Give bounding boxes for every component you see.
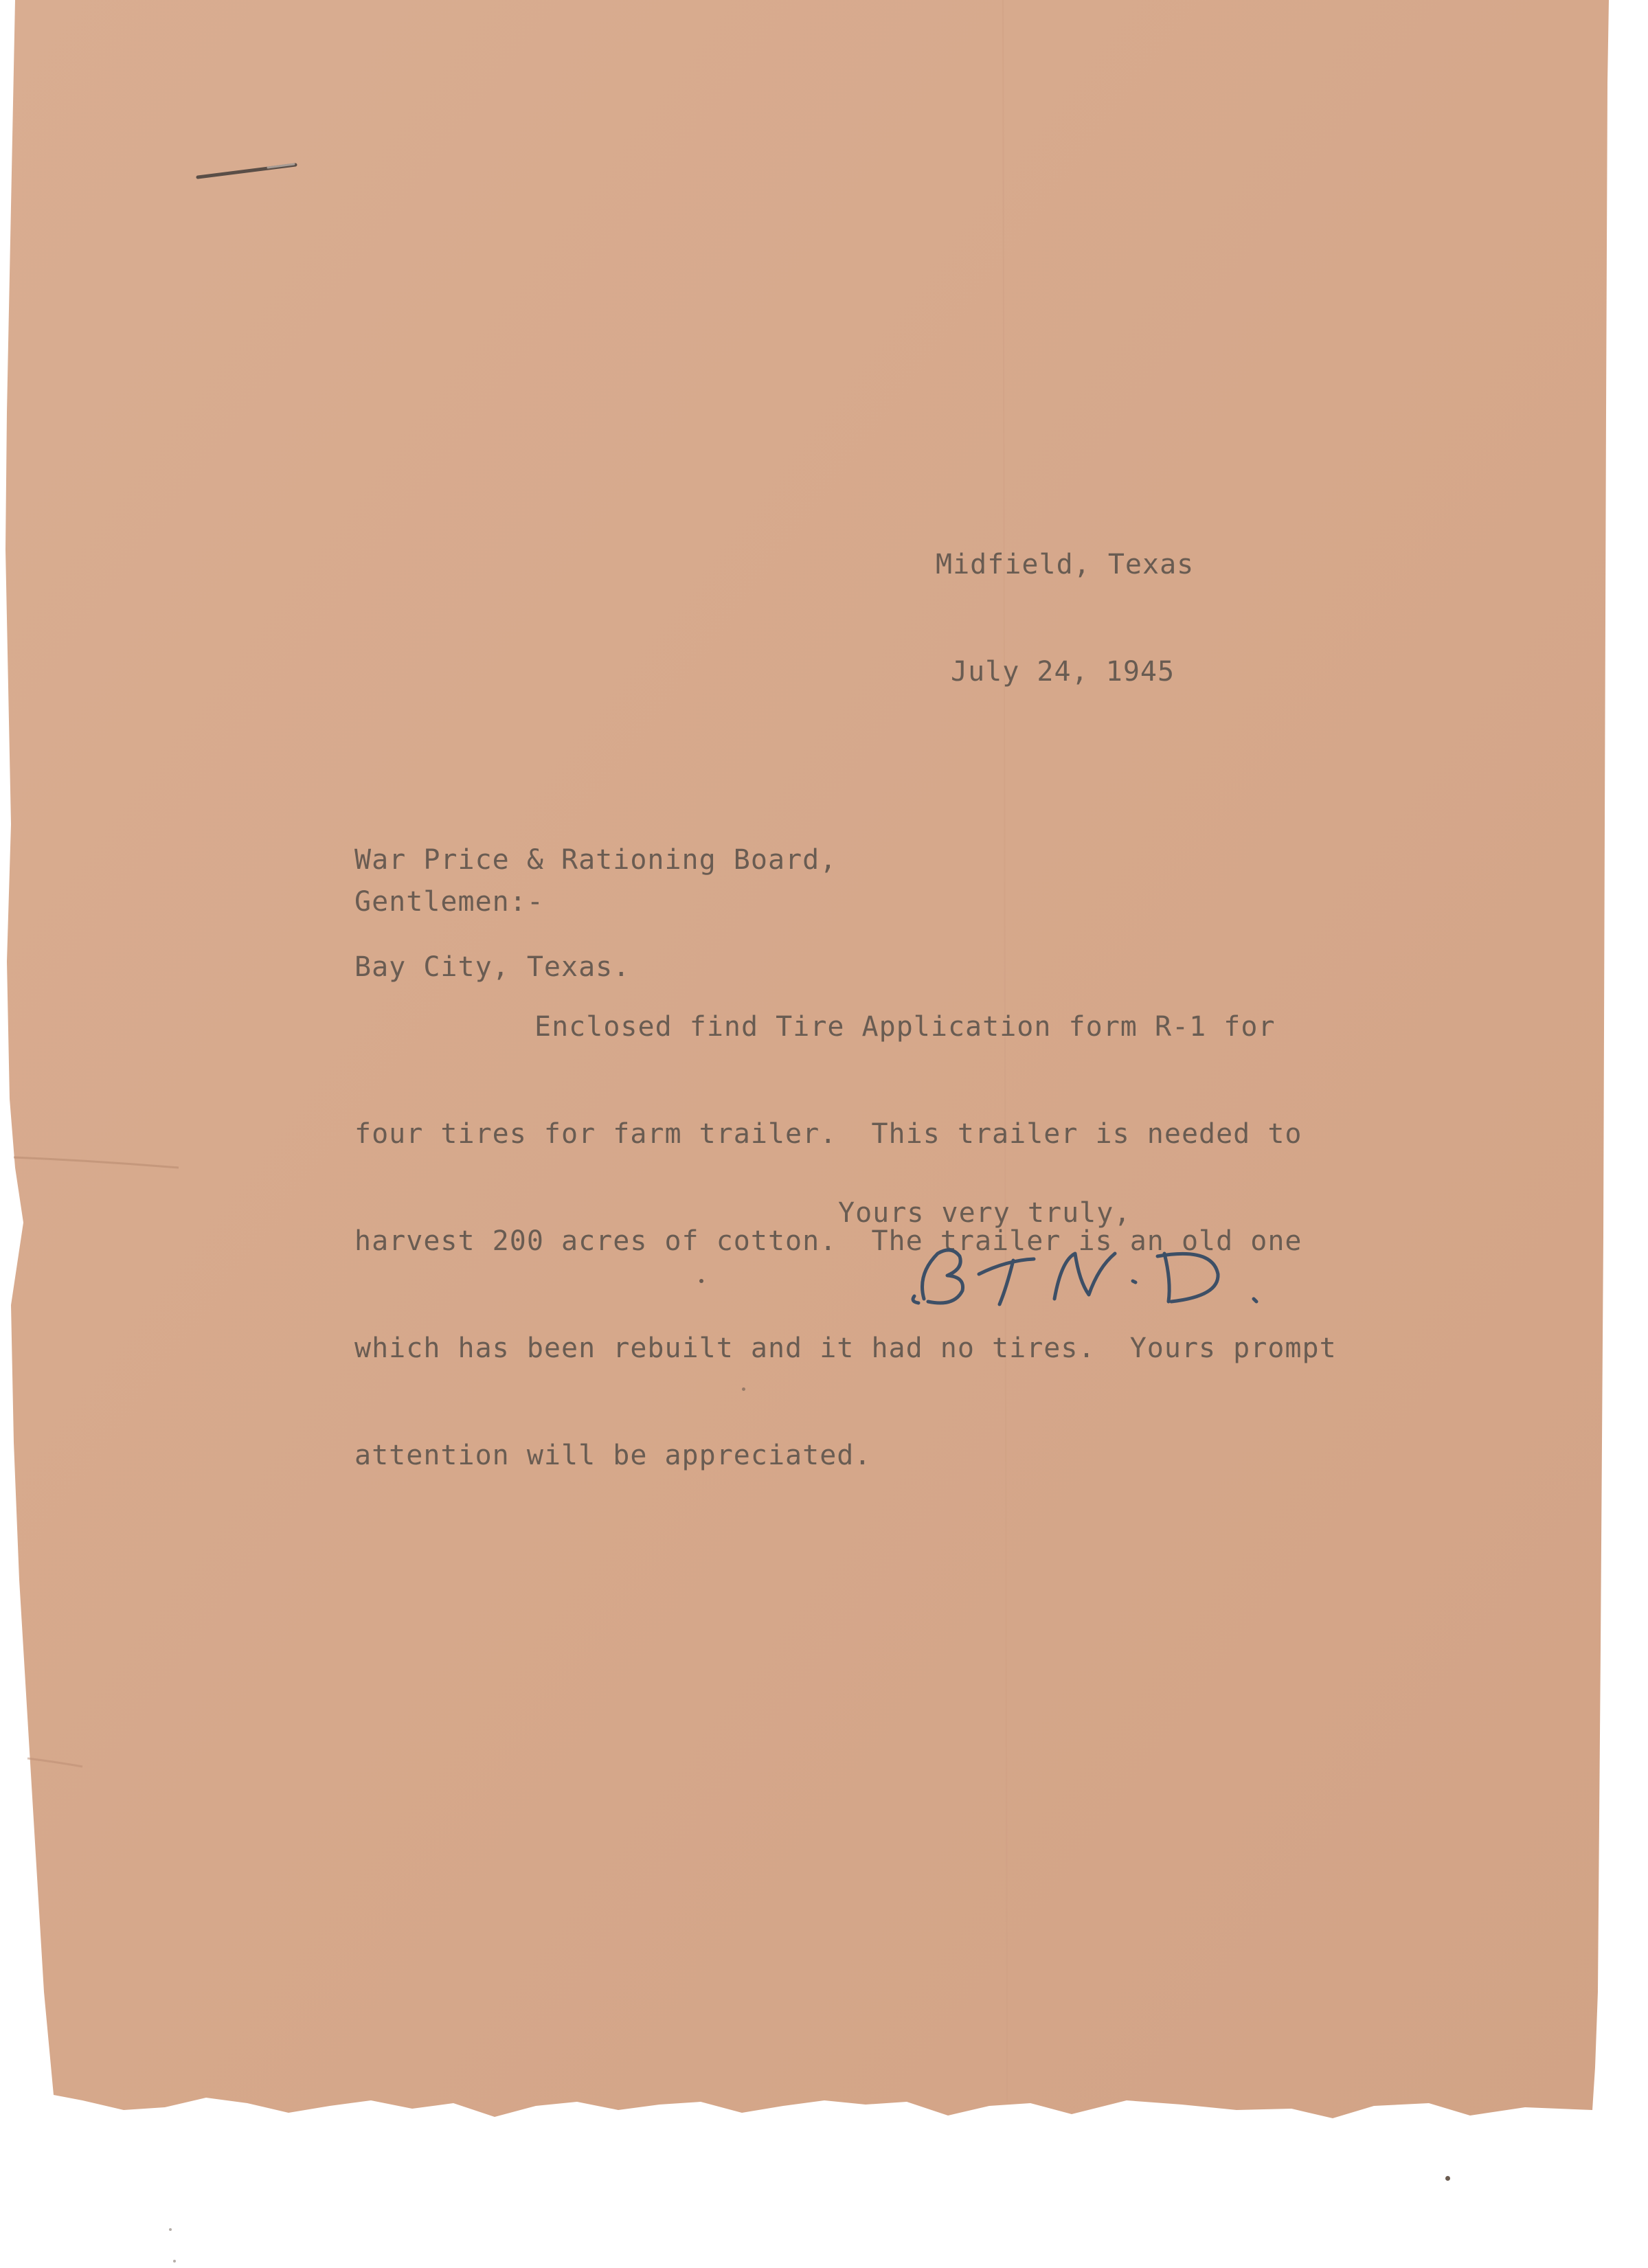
letter-date: July 24, 1945 bbox=[951, 656, 1175, 688]
handwritten-signature bbox=[896, 1233, 1281, 1315]
paper-speck bbox=[1445, 2176, 1450, 2181]
body-line: which has been rebuilt and it had no tires. Yours prompt bbox=[354, 1333, 1337, 1364]
body-line: harvest 200 acres of cotton. The trailer is an old one bbox=[354, 1225, 1302, 1257]
recipient-line-2: Bay City, Texas. bbox=[354, 951, 631, 983]
body-line: four tires for farm trailer. This trailer is needed to bbox=[354, 1118, 1302, 1150]
staple-mark bbox=[194, 157, 304, 184]
letter-place: Midfield, Texas bbox=[936, 549, 1195, 580]
closing: Yours very truly, bbox=[838, 1197, 1131, 1229]
paper-speck bbox=[173, 2260, 176, 2263]
body-line: Enclosed find Tire Application form R-1 for bbox=[534, 1011, 1276, 1043]
paper-speck bbox=[742, 1387, 745, 1391]
salutation: Gentlemen:- bbox=[354, 886, 544, 918]
letter-heading bbox=[936, 475, 1194, 761]
paper-speck bbox=[699, 1279, 703, 1283]
recipient-line-1: War Price & Rationing Board, bbox=[354, 844, 837, 876]
paper-speck bbox=[169, 2228, 172, 2231]
body-line: attention will be appreciated. bbox=[354, 1440, 872, 1471]
